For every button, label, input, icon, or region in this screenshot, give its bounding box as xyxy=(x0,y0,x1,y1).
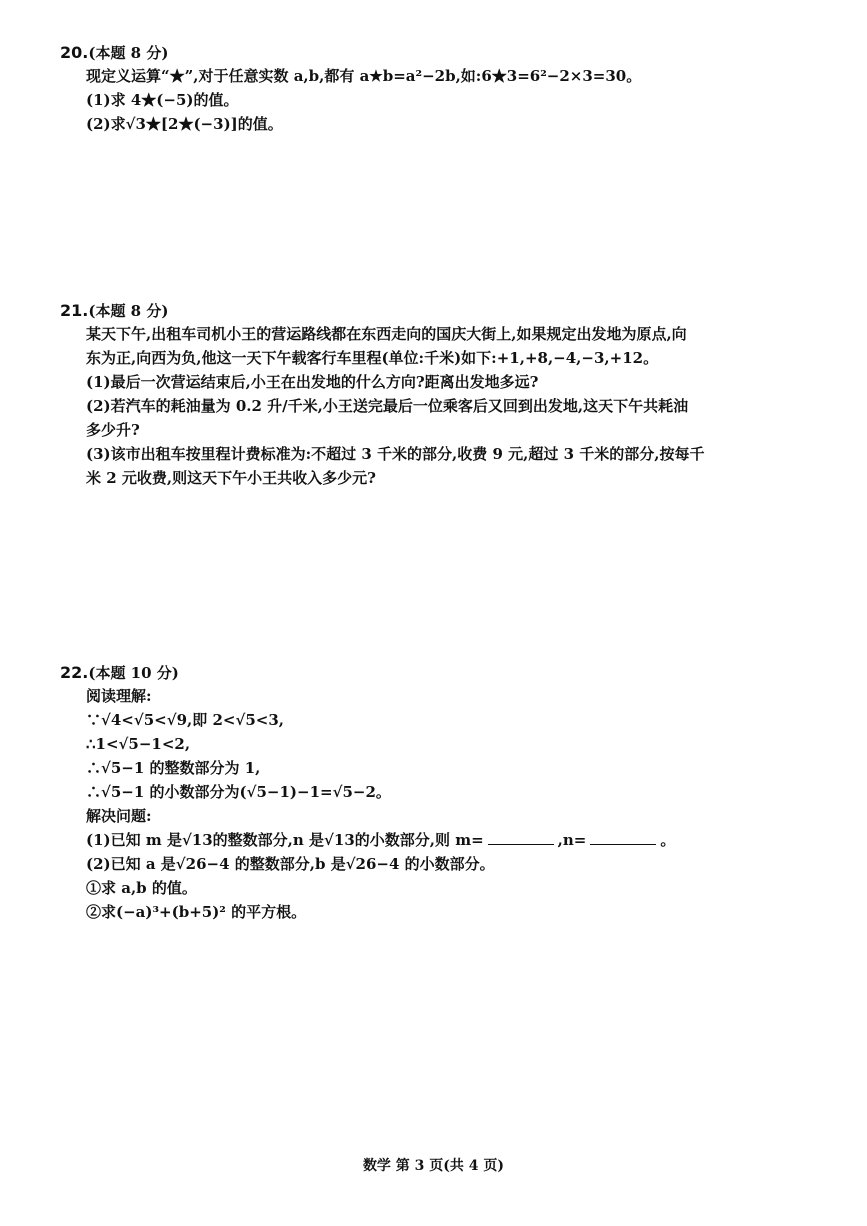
question-20-line-1: 现定义运算“★”,对于任意实数 a,b,都有 a★b=a²−2b,如:6★3=6²−2×3=30。 xyxy=(86,67,642,85)
question-21-line-4: (2)若汽车的耗油量为 0.2 升/千米,小王送完最后一位乘客后又回到出发地,这天下午共耗油 xyxy=(86,397,689,415)
question-number: 21. xyxy=(60,301,89,320)
question-20-line-2: (1)求 4★(−5)的值。 xyxy=(86,91,239,109)
page-footer: 数学 第 3 页(共 4 页) xyxy=(362,1158,505,1174)
question-22-line-3: ∴1<√5−1<2, xyxy=(86,735,191,753)
question-21 xyxy=(60,300,830,490)
question-21-line-1: 某天下午,出租车司机小王的营运路线都在东西走向的国庆大街上,如果规定出发地为原点,向 xyxy=(86,325,687,343)
question-22-header xyxy=(60,662,830,684)
question-21-line-5: 多少升? xyxy=(86,421,140,439)
question-number: 22. xyxy=(60,663,89,682)
question-22-sub-1 xyxy=(86,828,830,852)
question-20 xyxy=(60,42,830,136)
question-points: (本题 10 分) xyxy=(88,664,179,682)
question-points: (本题 8 分) xyxy=(88,44,169,62)
question-20-header xyxy=(60,42,830,64)
question-22-line-5: ∴√5−1 的小数部分为(√5−1)−1=√5−2。 xyxy=(86,783,391,801)
question-points: (本题 8 分) xyxy=(88,302,169,320)
question-number: 20. xyxy=(60,43,89,62)
question-22-line-1: 阅读理解: xyxy=(86,687,152,705)
question-22-sub-2: (2)已知 a 是√26−4 的整数部分,b 是√26−4 的小数部分。 xyxy=(86,855,495,873)
answer-blank-n[interactable] xyxy=(590,830,656,845)
question-21-line-3: (1)最后一次营运结束后,小王在出发地的什么方向?距离出发地多远? xyxy=(86,373,539,391)
sub-1-end: 。 xyxy=(660,831,676,849)
question-22-line-4: ∴√5−1 的整数部分为 1, xyxy=(86,759,261,777)
question-22-sub-2-part-2: ②求(−a)³+(b+5)² 的平方根。 xyxy=(86,903,307,921)
question-22-sub-2-part-1: ①求 a,b 的值。 xyxy=(86,879,197,897)
question-20-line-3: (2)求√3★[2★(−3)]的值。 xyxy=(86,115,283,133)
question-21-header xyxy=(60,300,830,322)
question-22-line-2: ∵√4<√5<√9,即 2<√5<3, xyxy=(86,711,284,729)
sub-1-middle: ,n= xyxy=(557,831,587,849)
question-22-line-6: 解决问题: xyxy=(86,807,152,825)
question-22 xyxy=(60,662,830,924)
sub-1-prefix: (1)已知 m 是√13的整数部分,n 是√13的小数部分,则 m= xyxy=(86,831,484,849)
question-21-line-7: 米 2 元收费,则这天下午小王共收入多少元? xyxy=(86,469,376,487)
answer-blank-m[interactable] xyxy=(488,830,554,845)
question-21-line-2: 东为正,向西为负,他这一天下午载客行车里程(单位:千米)如下:+1,+8,−4,−3,+12。 xyxy=(86,349,659,367)
question-21-line-6: (3)该市出租车按里程计费标准为:不超过 3 千米的部分,收费 9 元,超过 3 千米的部分,按每千 xyxy=(86,445,705,463)
